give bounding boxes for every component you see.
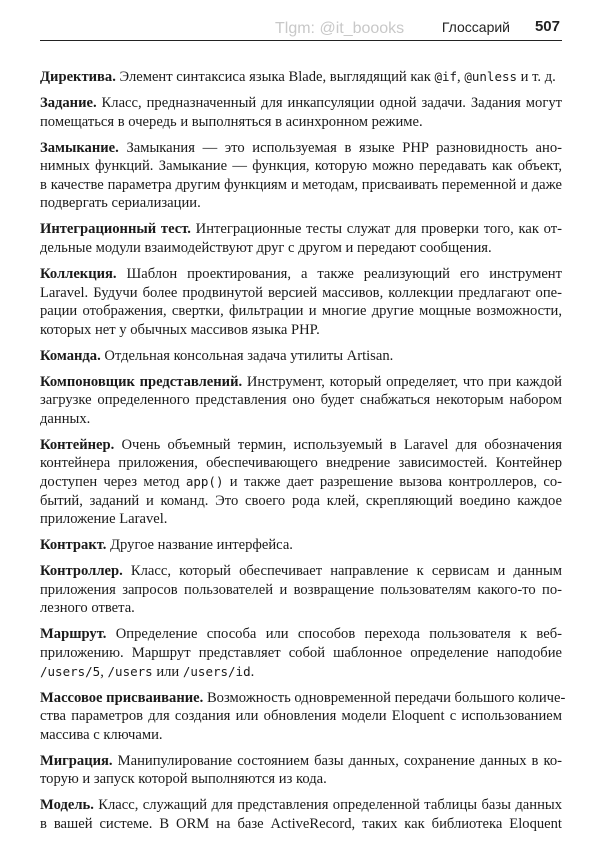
- definition-text: рации отображения, свертки, фильтрации и многие другие мощные возможности,: [40, 303, 562, 320]
- definition-text: дельные модули взаимодействуют друг с другом и передают сообщения.: [40, 239, 492, 256]
- text-line: [40, 220, 562, 239]
- definition-text: Определение способа или способов перехода пользователя к веб-: [106, 626, 562, 643]
- definition-text: Laravel. Будучи более продвинутой версией массивов, коллекции предлагают опе-: [40, 284, 562, 301]
- definition-text: Другое название интерфейса.: [106, 537, 293, 554]
- code-snippet: @unless: [464, 69, 518, 84]
- running-header: [40, 14, 562, 41]
- definition-text: данных.: [40, 410, 91, 427]
- text-line: [40, 410, 562, 429]
- definition-text: .: [250, 663, 255, 680]
- glossary-entry: [40, 94, 562, 131]
- definition-text: Класс, служащий для представления определенной таблицы базы данных: [93, 797, 562, 814]
- glossary-term: Маршрут.: [40, 626, 107, 643]
- text-line: [40, 625, 562, 644]
- glossary-entry: [40, 796, 562, 833]
- text-line: [40, 94, 562, 113]
- text-line: [40, 492, 562, 511]
- glossary-entry: [40, 562, 562, 618]
- definition-text: приложение Laravel.: [40, 511, 168, 528]
- text-line: [40, 454, 562, 473]
- glossary-term: Компоновщик представлений.: [40, 373, 243, 390]
- watermark: Tlgm: @it_boooks: [275, 20, 405, 37]
- glossary-term: Массовое присваивание.: [40, 689, 204, 706]
- definition-text: ,: [100, 663, 108, 680]
- glossary-term: Контроллер.: [40, 563, 123, 580]
- glossary-entry: [40, 689, 566, 745]
- code-snippet: app(): [185, 474, 224, 490]
- text-line: [40, 284, 562, 303]
- definition-text: Манипулирование состоянием базы данных, сохранение данных в ко-: [112, 752, 562, 769]
- definition-text: которых нет у обычных массивов языка PHP.: [40, 321, 320, 338]
- glossary-term: Коллекция.: [40, 265, 117, 282]
- text-line: [40, 581, 562, 600]
- glossary-entry: [40, 347, 562, 366]
- definition-text: Класс, предназначенный для инкапсуляции одной задачи. Задания могут: [96, 94, 562, 111]
- definition-text: массива с ключами.: [40, 726, 163, 743]
- definition-text: Элемент синтаксиса языка Blade, выглядящий как: [115, 69, 435, 85]
- glossary-term: Интеграционный тест.: [40, 221, 191, 238]
- code-snippet: /users/5: [40, 663, 101, 679]
- definition-text: лезного ответа.: [40, 600, 135, 617]
- definition-text: торую и запуск которой выполняются из кода.: [40, 771, 327, 788]
- definition-text: подвергать сериализации.: [40, 195, 201, 212]
- definition-text: и также дает разрешение вызова контроллеров, со-: [223, 474, 562, 491]
- glossary-term: Команда.: [40, 347, 101, 364]
- glossary-body: [40, 68, 566, 841]
- definition-text: нимных функций. Замыкание — функция, которую можно передавать как объект,: [40, 158, 562, 175]
- definition-text: контейнера приложения, обеспечивающего внедрение зависимостей. Контейнер: [40, 455, 562, 472]
- glossary-entry: [40, 536, 562, 555]
- glossary-term: Контейнер.: [40, 436, 115, 453]
- definition-text: приложению. Маршрут представляет собой шаблонное определение наподобие: [40, 644, 562, 661]
- definition-text: помещаться в очередь и выполняться в асинхронном режиме.: [40, 113, 423, 130]
- text-line: [40, 391, 562, 410]
- text-line: [40, 239, 562, 258]
- glossary-term: Задание.: [40, 94, 97, 111]
- definition-text: бытий, заданий и команд. Это своего рода клей, скрепляющий воедино каждое: [40, 492, 562, 509]
- definition-text: доступен через метод: [40, 474, 186, 491]
- definition-text: Замыкания — это используемая в языке PHP разновидность ано-: [118, 139, 562, 156]
- glossary-term: Замыкание.: [40, 139, 119, 156]
- text-line: [40, 436, 562, 455]
- code-snippet: @if: [434, 69, 458, 84]
- glossary-term: Миграция.: [40, 752, 113, 769]
- code-snippet: /users: [107, 663, 153, 679]
- text-line: [40, 347, 562, 366]
- text-line: [40, 663, 562, 682]
- definition-text: приложения запросов пользователей и возвращение пользователям какого-то по-: [40, 581, 562, 598]
- text-line: [40, 644, 562, 663]
- glossary-entry: [40, 220, 562, 257]
- text-line: [40, 599, 562, 618]
- glossary-entry: [40, 625, 562, 681]
- definition-text: ства параметров для создания или обновления модели Eloquent с использованием: [40, 708, 562, 725]
- definition-text: загрузке определенного представления оно будет снабжаться некоторым набором: [40, 392, 562, 409]
- glossary-term: Директива.: [40, 69, 116, 85]
- text-line: [40, 473, 562, 492]
- glossary-entry: [40, 265, 562, 339]
- text-line: [40, 796, 562, 815]
- text-line: [40, 815, 562, 834]
- text-line: [40, 68, 562, 87]
- definition-text: или: [152, 663, 183, 680]
- definition-text: Шаблон проектирования, а также реализующий его инструмент: [116, 265, 562, 282]
- text-line: [40, 510, 562, 529]
- definition-text: в качестве параметра другим функциям и методам, присваивать переменной и даже: [40, 176, 562, 193]
- glossary-entry: [40, 139, 562, 213]
- definition-text: Очень объемный термин, используемый в Laravel для обозначения: [114, 436, 562, 453]
- definition-text: в вашей системе. В ORM на базе ActiveRecord, таких как библиотека Eloquent: [40, 815, 562, 832]
- glossary-entry: [40, 752, 562, 789]
- definition-text: Инструмент, который определяет, что при каждой: [242, 373, 562, 390]
- text-line: [40, 536, 562, 555]
- text-line: [40, 265, 562, 284]
- definition-text: Интеграционные тесты служат для проверки того, как от-: [190, 221, 562, 238]
- glossary-entry: [40, 373, 562, 429]
- section-title: Глоссарий: [441, 19, 510, 35]
- page-number: 507: [534, 18, 560, 35]
- text-line: [40, 707, 562, 726]
- text-line: [40, 194, 562, 213]
- text-line: [40, 373, 562, 392]
- glossary-term: Модель.: [40, 797, 94, 814]
- definition-text: Класс, который обеспечивает направление к сервисам и данным: [122, 563, 562, 580]
- code-snippet: /users/id: [182, 663, 251, 679]
- text-line: [40, 726, 562, 745]
- text-line: [40, 157, 562, 176]
- text-line: [40, 139, 562, 158]
- text-line: [40, 689, 566, 708]
- definition-text: ,: [457, 69, 465, 85]
- glossary-entry: [40, 436, 562, 529]
- definition-text: Отдельная консольная задача утилиты Artisan.: [100, 347, 394, 364]
- text-line: [40, 770, 562, 789]
- text-line: [40, 321, 562, 340]
- text-line: [40, 302, 562, 321]
- definition-text: Возможность одновременной передачи большого количе-: [203, 689, 566, 706]
- text-line: [40, 752, 562, 771]
- text-line: [40, 113, 562, 132]
- glossary-entry: [40, 68, 562, 87]
- definition-text: и т. д.: [517, 69, 556, 85]
- glossary-term: Контракт.: [40, 537, 107, 554]
- text-line: [40, 562, 562, 581]
- text-line: [40, 176, 562, 195]
